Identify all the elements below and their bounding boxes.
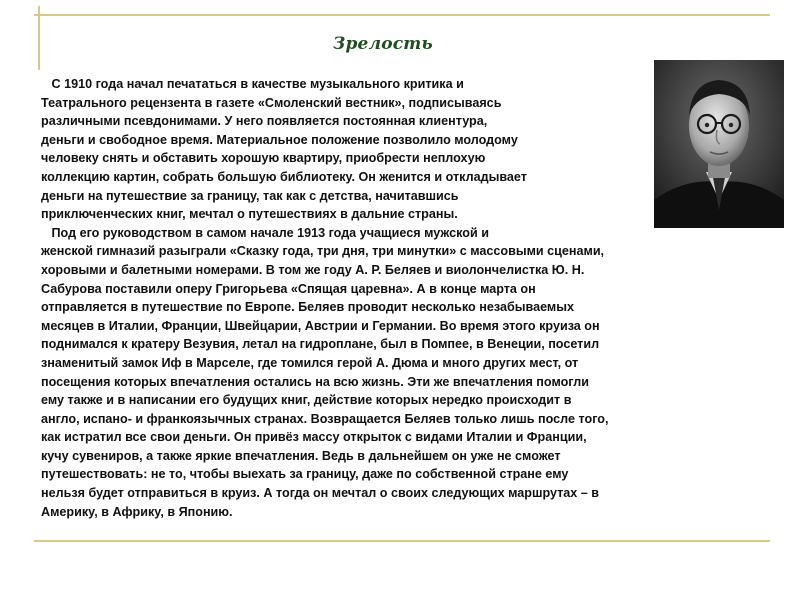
text-line: путешествовать: не то, чтобы выехать за границу, даже по собственной стране ему	[41, 467, 569, 482]
text-line: С 1910 года начал печататься в качестве музыкального критика и	[41, 77, 464, 91]
text-line: посещения которых впечатления остались на всю жизнь. Эти же впечатления помогли	[41, 374, 589, 389]
text-line: кучу сувениров, а также яркие впечатления. Ведь в дальнейшем он уже не сможет	[41, 448, 561, 463]
text-line: деньги на путешествие за границу, так как с детства, начитавшись	[41, 188, 459, 203]
text-line: Под его руководством в самом начале 1913 года учащиеся мужской и	[41, 225, 489, 240]
text-line: месяцев в Италии, Франции, Швейцарии, Австрии и Германии. Во время этого круиза он	[41, 318, 600, 333]
slide-title: Зрелость	[333, 34, 433, 54]
text-line: англо, испано- и франкоязычных странах. Возвращается Беляев только лишь после того,	[41, 411, 609, 426]
text-line: отправляется в путешествие по Европе. Беляев проводит несколько незабываемых	[41, 300, 574, 315]
left-decorative-rule	[38, 6, 40, 70]
text-line: поднимался к кратеру Везувия, летал на гидроплане, был в Помпее, в Венеции, посетил	[41, 337, 600, 352]
text-line: знаменитый замок Иф в Марселе, где томился герой А. Дюма и много других мест, от	[41, 355, 579, 370]
bottom-decorative-rule	[34, 540, 770, 542]
text-line: коллекцию картин, собрать большую библиотеку. Он женится и откладывает	[41, 169, 527, 184]
text-line: приключенческих книг, мечтал о путешествиях в дальние страны.	[41, 207, 458, 222]
text-line: хоровыми и балетными номерами. В том же году А. Р. Беляев и виолончелистка Ю. Н.	[41, 262, 585, 277]
biography-text	[41, 75, 761, 521]
text-line: Театрального рецензента в газете «Смоленский вестник», подписываясь	[41, 95, 502, 110]
text-line: женской гимназий разыграли «Сказку года, три дня, три минутки» с массовыми сценами,	[41, 244, 605, 259]
top-decorative-rule	[34, 14, 770, 16]
text-line: ему также и в написании его будущих книг, действие которых нередко происходит в	[41, 393, 572, 408]
text-line: нельзя будет отправиться в круиз. А тогда он мечтал о своих следующих маршрутах – в	[41, 486, 600, 501]
text-line: деньги и свободное время. Материальное положение позволило молодому	[41, 132, 518, 147]
text-line: человеку снять и обставить хорошую квартиру, приобрести неплохую	[41, 151, 486, 166]
text-line: Сабурова поставили оперу Григорьева «Спящая царевна». А в конце марта он	[41, 281, 536, 296]
text-line: Америку, в Африку, в Японию.	[41, 504, 233, 519]
text-line: различными псевдонимами. У него появляется постоянная клиентура,	[41, 114, 488, 129]
text-line: как истратил все свои деньги. Он привёз массу открыток с видами Италии и Франции,	[41, 430, 587, 445]
